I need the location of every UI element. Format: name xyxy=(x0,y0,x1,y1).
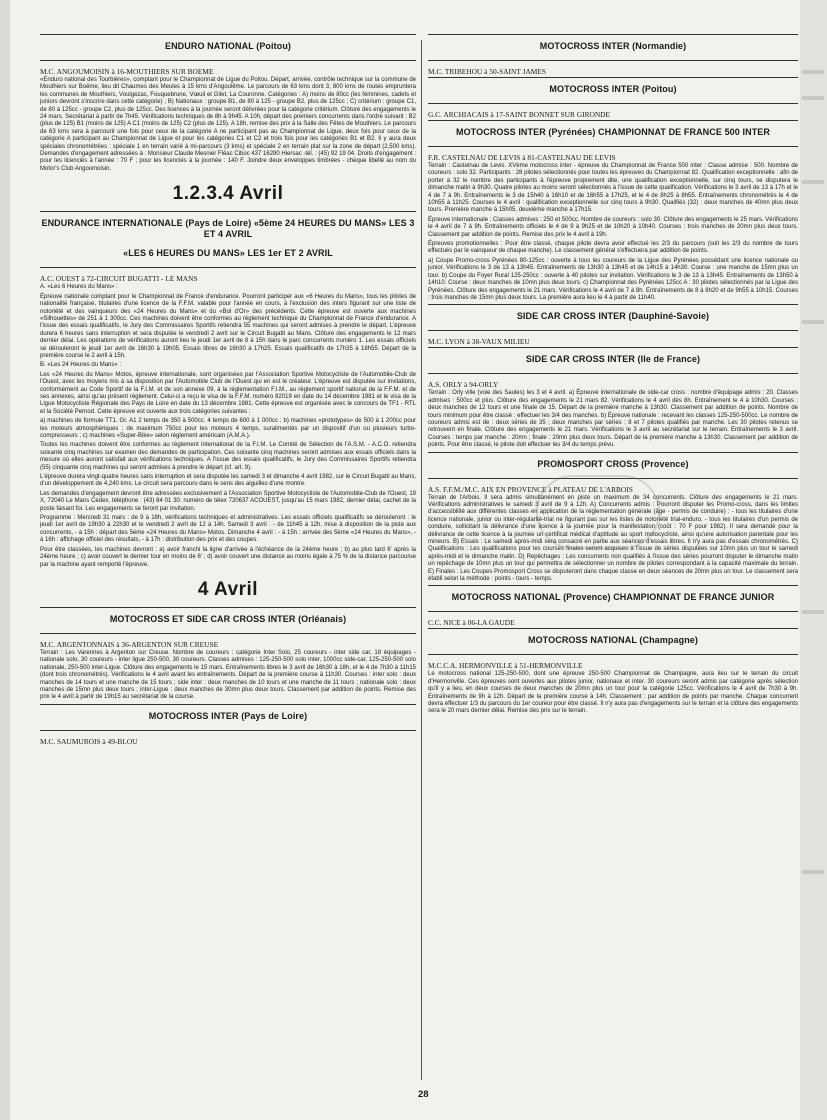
date-heading: 1.2.3.4 Avril xyxy=(172,183,284,205)
organizer-line: M.C.C.A. HERMONVILLE à 51-HERMONVILLE xyxy=(428,661,583,671)
section-rule xyxy=(428,611,798,612)
event-paragraph: a) Coupe Promo-cross Pyrénées 80-125cc : ouverte à tous les coureurs de la Ligue des Pyrénées possédant une licence nationale ou junior. Vérifications le 3 de 13 à 13h45. Entraînements de 13h30 à 13h45 et de 14h15 à 14h30. Course : une manche de 15mn plus un tour. b) Coupe du Foyer Rural 125-250cc : ouverte à 40 pilotes sur invitation. Vérifications le 3 de 13 à 13h45. Entraînements de 13h50 à 14h10. Course : deux manches de 10mn plus deux tours. c) Championnat des Pyrénées 125cc A : 30 pilotes sélectionnés par la Ligue des Pyrénées. Clôture des engagements le 21 mars. Vérifications le 4 avril de 7 à 8h. Entraînements de 8 à 8h20 et de 9h55 à 10h15. Courses : trois manches de 15mn plus deux tours. La première aura lieu le 4 à partir de 11h40. xyxy=(428,257,798,301)
organizer-line: M.C. SAUMUROIS à 49-BLOU xyxy=(40,736,138,746)
event-heading: PROMOSPORT CROSS (Provence) xyxy=(537,458,689,469)
event-heading: ENDURO NATIONAL (Poitou) xyxy=(164,41,292,51)
section-rule xyxy=(428,347,798,348)
event-paragraph: Le motocross national 125-250-500, dont une épreuve 250-500 Championnat de Champagne, aura lieu sur le terrain du circuit d'Hermonville. Ces épreuves sont ouvertes aux pilotes junior, nationaux et inter. 30 coureurs seront admis par catégorie après sélection qu'il y a lieu, en deux courses de deux manches de 20mn plus un tour pour la catégorie 125cc. Vérifications le 4 avril de 7h30 à 9h. Entraînements de 9h à 12h. Départ de la première course à 14h. Classement : par addition de points par manche. Chaque concurrent devra effectuer 1/3 du parcours du 1er coureur pour être classé. Il n'y aura pas d'engagements sur le terrain et la clôture des engagements sera le 20 mars dernier délai. Remise des prix sur le terrain. xyxy=(428,671,798,715)
section-rule xyxy=(428,103,798,104)
event-paragraph: Programme : Mercredi 31 mars : de 9 à 18h, vérifications techniques et administratives. Les essais officiels qualificatifs se dérouleront : le jeudi 1er avril de 19h30 à 22h30 et le vendredi 2 avril de 12 à 14h. Samedi 3 avril : - de 11h45 à 12h, mise à disposition de la piste aux concurrents, - à 15h : départ des 5ème «24 Heures du Mans» Motos. Dimanche 4 avril : - à 15h : arrivée des 5ème «24 Heures du Mans», - à 16h : affichage officiel des résultats, - à 17h : distribution des prix et des coupes. xyxy=(40,515,416,544)
event-heading: «LES 6 HEURES DU MANS» LES 1er ET 2 AVRIL xyxy=(123,248,333,259)
organizer-line: F.R. CASTELNAU DE LEVIS à 81-CASTELNAU DE LEVIS xyxy=(428,153,616,162)
organizer-line: C.C. NICE à 06-LA GAUDE xyxy=(428,618,515,628)
page-number: 28 xyxy=(418,1089,429,1100)
event-paragraph: Terrain de l'Arbois. Il sera admis simultanément en piste un maximum de 34 concurrents. Clôture des engagements le 21 mars. Vérifications administratives le samedi 3 avril de 9 à 12h. A) Concurrents admis : Pourront disputer les Promo-cross, dans les limites d'accessibilité aux différentes classes en application de la réglementation générale (âge - permis de conduire) : - tous les titulaires d'une licence nationale, junior ou inter-régularité-trial ne figurant pas sur les listes de notoriété trial-enduro. - tous les titulaires d'un permis de conduire, sollicitant la délivrance d'une licence à la journée pour la manifestation (coût : 70 F pour 1982). Il sera demandé pour la délivrance de cette licence à la journée un certificat médical d'aptitude au sport motocycliste, ainsi qu'une autorisation parentale pour les mineurs. B) Essais : Le samedi après-midi sera consacré en partie aux séances d'essais libres. Il n'y aura pas d'essais chronométrés. C) Qualifications : Les qualifications pour les courses finales seront acquises à l'issue de séries disputées sur 10mn plus un tour le samedi après-midi et le dimanche matin. D) Repêchages : Les concurrents non qualifiés à l'issue des séries pourront disputer le dimanche matin un repêchage de 10mn plus un tour qui permettra de sélectionner un nombre de pilotes correspondant à la capacité maximale du terrain. E) Finales : Les Coupes Promosport Cross se disputeront dans chaque classe en deux séances de 20mn plus un tour. Le classement sera établi selon la méthode : points - tours - temps. xyxy=(428,494,798,583)
page-edge xyxy=(0,0,10,1120)
event-paragraph: Pour être classées, les machines devront : a) avoir franchi la ligne d'arrivée à l'échéance de la 24ème heure ; b) au plus tard 6' après la 24ème heure ; c) avoir couvert le dernier tour en moins de 6' ; d) avoir couvert une distance au moins égale à 75 % de la distance parcourue par la machine ayant remporté l'épreuve. xyxy=(40,546,416,568)
section-rule xyxy=(40,607,416,608)
section-rule xyxy=(428,585,798,586)
event-paragraph: Terrain : Les Varennes à Argenton sur Creuse. Nombre de coureurs : catégorie Inter Solo, 25 coureurs - inter side car, 18 équipages - nationale solo, 30 coureurs - inter ligue 250-500, 30 coureurs. Classes admises : 125-250-500 solo inter, 1000cc side-car, 125-250-500 solo nationale, 250-500 inter-Ligue. Clôture des engagements le 15 mars. Entraînements libres le 3 avril de 16h30 à 18h, et le 4 de 7h30 à 11h15 (dont trois chronométrés). Vérifications le 4 avril avant les entraînements. Départ de la première course à 11h30. Courses : inter solo : deux manches de 14 tours et une manche de 15 tours ; side inter : deux manches de 10 tours et une manche de 11 tours ; nationale solo : deux manches de 15mn plus deux tours ; inter-Ligue : deux manches de 30mn plus deux tours. Classement par addition de points. Remise des prix le 4 avril à partir de 19h15 au secrétariat de la course. xyxy=(40,649,416,701)
section-rule xyxy=(428,654,798,655)
left-column xyxy=(40,34,416,1104)
right-column xyxy=(428,34,798,1074)
organizer-line: G.C. ARCHIACAIS à 17-SAINT BONNET SUR GIRONDE xyxy=(428,110,611,119)
organizer-line: A.S. F.F.M./M.C. AIX EN PROVENCE à PLATEAU DE L'ARBOIS xyxy=(428,484,633,494)
section-rule xyxy=(428,77,798,78)
section-rule xyxy=(428,330,798,331)
event-heading: SIDE CAR CROSS INTER (Dauphiné-Savoie) xyxy=(516,311,710,322)
event-heading: MOTOCROSS INTER (Pyrénées) CHAMPIONNAT DE FRANCE 500 INTER xyxy=(455,127,770,137)
event-paragraph: Toutes les machines doivent être conformes au règlement international de la F.I.M. Le Comité de Sélection de l'A.S.M. - A.C.O. retiendra soixante cinq machines sur examen des demandes de participation. Ces soixante cinq machines seront admises aux essais officiels dans la mesure où elles auront satisfait aux vérifications techniques. A l'issue des essais qualificatifs, le Jury des Commissaires Sportifs retiendra (55) cinquante cinq machines qui seront admises à prendre le départ (cf. art. 9). xyxy=(40,442,416,471)
section-rule xyxy=(428,373,798,374)
section-rule xyxy=(40,60,416,61)
event-heading: MOTOCROSS INTER (Pays de Loire) xyxy=(148,710,308,721)
section-rule xyxy=(428,304,798,305)
section-rule xyxy=(40,704,416,705)
section-rule xyxy=(428,452,798,453)
section-rule xyxy=(40,211,416,212)
section-rule xyxy=(428,60,798,61)
event-paragraph: Épreuves promotionnelles : Pour être classé, chaque pilote devra avoir effectué les 2/3 du parcours (soit les 2/3 du nombre de tours effectués par le vainqueur de chaque manche). Le classement général s'effectuera par addition de points. xyxy=(428,241,798,255)
adjacent-page-strip xyxy=(800,0,827,1120)
event-paragraph: Épreuve internationale : Classes admises : 250 et 500cc. Nombre de coureurs : solo 30. Clôture des engagements le 25 mars. Vérifications le 4 avril de 7 à 9h. Entraînements officiels le 4 de 9 à 9h25 et de 10h20 à 10h40. Courses : trois manches de 20mn plus deux tours. Classement par addition de points. Remise des prix le 4 avril à 19h. xyxy=(428,216,798,238)
organizer-line: A.S. ORLY à 94-ORLY xyxy=(428,380,499,390)
event-paragraph: Les «24 Heures du Mans» Motos, épreuve internationale, sont organisées par l'Association Sportive Motocycliste de l'Automobile-Club de l'Ouest, avec les moyens mis à sa disposition par l'Automobile Club de l'Ouest qui en est le créateur. L'épreuve est disputée sur invitations, conformément au Code Sportif de la F.I.M. et de son annexe 09, à la réglementation F.I.M., au règlement sportif national de la F.F.M. et de ses annexes, ainsi qu'au présent règlement. Celui-ci a reçu le visa de la F.F.M. numéro 82019 en date du 14 décembre 1981 et le visa de la Ligue Motocycliste Régionale des Pays de Loire en date du 13 décembre 1981. Cette épreuve est organisée avec le concours de TF1 - RTL et la Société Pernod. Cette épreuve est ouverte aux trois catégories suivantes : xyxy=(40,371,416,415)
organizer-line: M.C. LYON à 38-VAUX MILIEU xyxy=(428,337,530,347)
event-heading: MOTOCROSS INTER (Normandie) xyxy=(539,41,687,51)
event-paragraph: L'épreuve durera vingt-quatre heures sans interruption et sera disputée les samedi 3 et dimanche 4 avril 1982, sur le Circuit Bugatti au Mans, d'un développement de 4,240 kms. Le circuit sera parcouru dans le sens des aiguilles d'une montre. xyxy=(40,474,416,488)
event-paragraph: a) machines de formule TT1. Gr. A1 2 temps de 350 à 500cc. 4 temps de 600 à 1 000cc ; b) machines «prototypes» de 500 à 1 200cc pour les moteurs atmosphériques ; de maximum 750cc pour les moteurs 4 temps, suralimentés par un dispositif d'un ou plusieurs turbo-compresseurs ; c) machines «Super-Bike» selon règlement américain (A.M.A.). xyxy=(40,418,416,439)
section-rule xyxy=(40,34,416,35)
organizer-line: A.C. OUEST à 72-CIRCUIT BUGATTI - LE MANS xyxy=(40,274,198,284)
section-rule xyxy=(40,730,416,731)
section-rule xyxy=(428,478,798,479)
organizer-line: M.C. TRIBEHOU à 50-SAINT JAMES xyxy=(428,67,546,76)
event-paragraph: Épreuve nationale comptant pour le Championnat de France d'endurance. Pourront participer aux «6 Heures du Mans», tous les pilotes de nationalité française, titulaires d'une licence de la F.F.M. valable pour l'année en cours, à l'exclusion des inters figurant sur une liste de notoriété et des vainqueurs des «24 Heures du Mans» et du «Bol d'Or» des précédents. Cette épreuve est ouverte aux machines «Silhouettes» de 251 à 1 300cc. Ces machines doivent être conformes au règlement technique du Championnat de France d'endurance. A l'issue des essais qualificatifs, le Jury des Commissaires Sportifs retiendra 55 machines qui seront admises à prendre le départ. L'épreuve durera 6 heures sans interruption et sera disputée le vendredi 2 avril sur le Circuit Bugatti au Mans. Clôture des engagements le 12 mars dernier délai. Les opérations de vérifications auront lieu le jeudi 1er avril de 8 à 15h dans le parc concurrents numéro 1. Les essais officiels se dérouleront le jeudi 1er avril de 16h30 à 19h05. Essais libres de 16h30 à 17h25. Essais qualificatifs de 17h35 à 18h55. Départ de la première course le 2 avril à 15h. xyxy=(40,293,416,359)
organizer-line: M.C. ARGENTONNAIS à 36-ARGENTON SUR CREUSE xyxy=(40,639,219,649)
section-rule xyxy=(428,34,798,35)
event-heading: MOTOCROSS INTER (Poitou) xyxy=(549,84,677,94)
section-rule xyxy=(428,146,798,147)
event-paragraph: Terrain : Orly ville (voie des Saules) les 3 et 4 avril. a) Épreuve internationale de side-car cross : nombre d'équipage admis : 20. Classes admises : 500cc et plus. Clôture des engagements le 21 mars 82. Vérifications le 4 avril dès 8h. Entraînement le 4 à 10h30. Courses : deux manches de 12 tours et une finale de 15. Départ de la première manche à 13h30. Classement par addition de points. Nombre de tours minimum pour être classé : effectuer les 3/4 des manches. b) Épreuve nationale : recevant les classes 125-250-500cc. Le nombre de coureurs admis est de : deux séries de 35 ; deux manches par séries ; 8 et 7 pilotes qualifiés par manche. Les 30 pilotes retenus se retrouvent en finale. Clôture des engagements le 21 mars. Vérifications le 3 avril au secrétariat sur le terrain. Entraînements le 3 avril. Courses : temps par manche : 20mn ; finale : 20mn plus deux tours. Départ de la première manche à 13h30. Classement par addition de points. Pour être classé, le pilote doit effectuer les 3/4 du temps prévu. xyxy=(428,390,798,449)
event-heading: ENDURANCE INTERNATIONALE (Pays de Loire) «5ème 24 HEURES DU MANS» LES 3 ET 4 AVRIL xyxy=(41,218,415,240)
section-rule xyxy=(40,267,416,268)
event-heading: SIDE CAR CROSS INTER (Ile de France) xyxy=(525,354,701,365)
event-heading: MOTOCROSS NATIONAL (Provence) CHAMPIONNAT DE FRANCE JUNIOR xyxy=(451,592,775,603)
event-paragraph: A. «Les 6 Heures du Mans» : xyxy=(40,284,118,291)
event-paragraph: «Enduro national des Tourbières», comptant pour le Championnat de Ligue du Poitou. Départ, arrivée, contrôle technique sur la commune de Mouthiers sur Boëme, lieu dit Chaumes des Meules à 15 kms d'Angoulême. Le parcours de 63 kms dont 3, 800 kms de routes empruntera les communes de Mouthiers, Voulgezac, Fouquebrune, Vœuil et Gilet, La Couronne. Catégories : A) moins de 80cc (les féminines, cadets et juniors devront s'inscrire dans cette catégorie) ; B) Nationaux : groupe B1, de 80 à 125 - groupe B2, plus de 125cc ; C) critérium : groupe C1, de 80 à 125cc - groupe C2, plus de 125cc. Des licences à la journée seront délivrées pour la catégorie critérium. Clôture des engagements le 24 mars. Secrétariat à partir de 7h45. Vérifications techniques de 8h à 9h45. A 10h, départ des premiers concurrents dans l'ordre suivant : B2 (plus de 125) B1 (moins de 125) A C1 (moins de 125) C2 (plus de 125). A 18h, remise des prix à la Salle des Fêtes de Mouthiers. Le parcours de 63 kms sera à parcourir une fois pour ceux de la catégorie A ne participant pas au Championnat de Ligue, deux fois pour ceux de la catégorie A participant au Championnat de Ligue et pour les catégories C1 et C2 et trois fois pour les catégories B1 et B2. Il y aura deux spéciales chronométrées : spéciale 1 en terrain varié à mi-parcours (3 kms) et spéciale 2 en terrain plat sur la zone de départ (2,500 kms). Demandes d'engagement adressées à : Monsieur Claude Mesnier Fléac Ciboc 437 16290 Hiersac -tél. : (45) 92 19 04. Droits d'engagement : pour les licenciés à l'année : 70 F ; pour les licenciés à la journée : 140 F. Joindre deux enveloppes timbrées - chèque libellé au nom du Motor's Club Angoumoisin. xyxy=(40,77,416,172)
event-heading: MOTOCROSS ET SIDE CAR CROSS INTER (Orléanais) xyxy=(109,613,347,624)
date-heading: 4 Avril xyxy=(197,578,259,600)
event-paragraph: Terrain : Castelnau de Levis. XVème motocross inter - épreuve du Championnat de France 500 inter : Classe admise : 500. Nombre de coureurs : solo 32. Participants : 28 pilotes sélectionnés pour toutes les épreuves du Championnat 82. Qualification exceptionnelle : afin de porter à 32 le nombre des participants à l'épreuve proprement dite, une qualification exceptionnelle, sur cinq tours, se disputera le dimanche matin à 9h30. Quatre pilotes au moins seront sélectionnés à l'issue de cette qualification. Vérifications le 3 avril de 13 à 17h et le 4 de 7 à 9h. Entraînements le 3 de 15h40 à 16h10 et de 16h55 à 17h25, et le 4 de 8h25 à 8h55. Entraînements chronométrés le 4 de 10h55 à 11h25. Courses le 4 avril : qualification exceptionnelle sur cinq tours à 9h30. Qualifiés (32) : deux manches de 40mn plus deux tours. Première manche à 15h05, deuxième manche à 17h15. xyxy=(428,163,798,214)
event-paragraph: B. «Les 24 Heures du Mans» : xyxy=(40,362,122,369)
section-rule xyxy=(40,633,416,634)
event-paragraph: Les demandes d'engagement devront être adressées exclusivement à l'Association Sportive Motocycliste de l'Automobile-Club de l'Ouest, 19 X, 72040 Le Mans Cédex, téléphone : (43) 84 01 30. numéro de télex 720637 ACOUEST, jusqu'au 15 mars 1982, dernier délai, cachet de la poste faisant foi. Les engagements se feront par invitation. xyxy=(40,490,416,512)
section-rule xyxy=(428,628,798,629)
column-divider xyxy=(421,40,422,1080)
event-heading: MOTOCROSS NATIONAL (Champagne) xyxy=(527,635,698,646)
organizer-line: M.C. ANGOUMOISIN à 16-MOUTHIERS SUR BOEME xyxy=(40,67,214,76)
section-rule xyxy=(428,120,798,121)
